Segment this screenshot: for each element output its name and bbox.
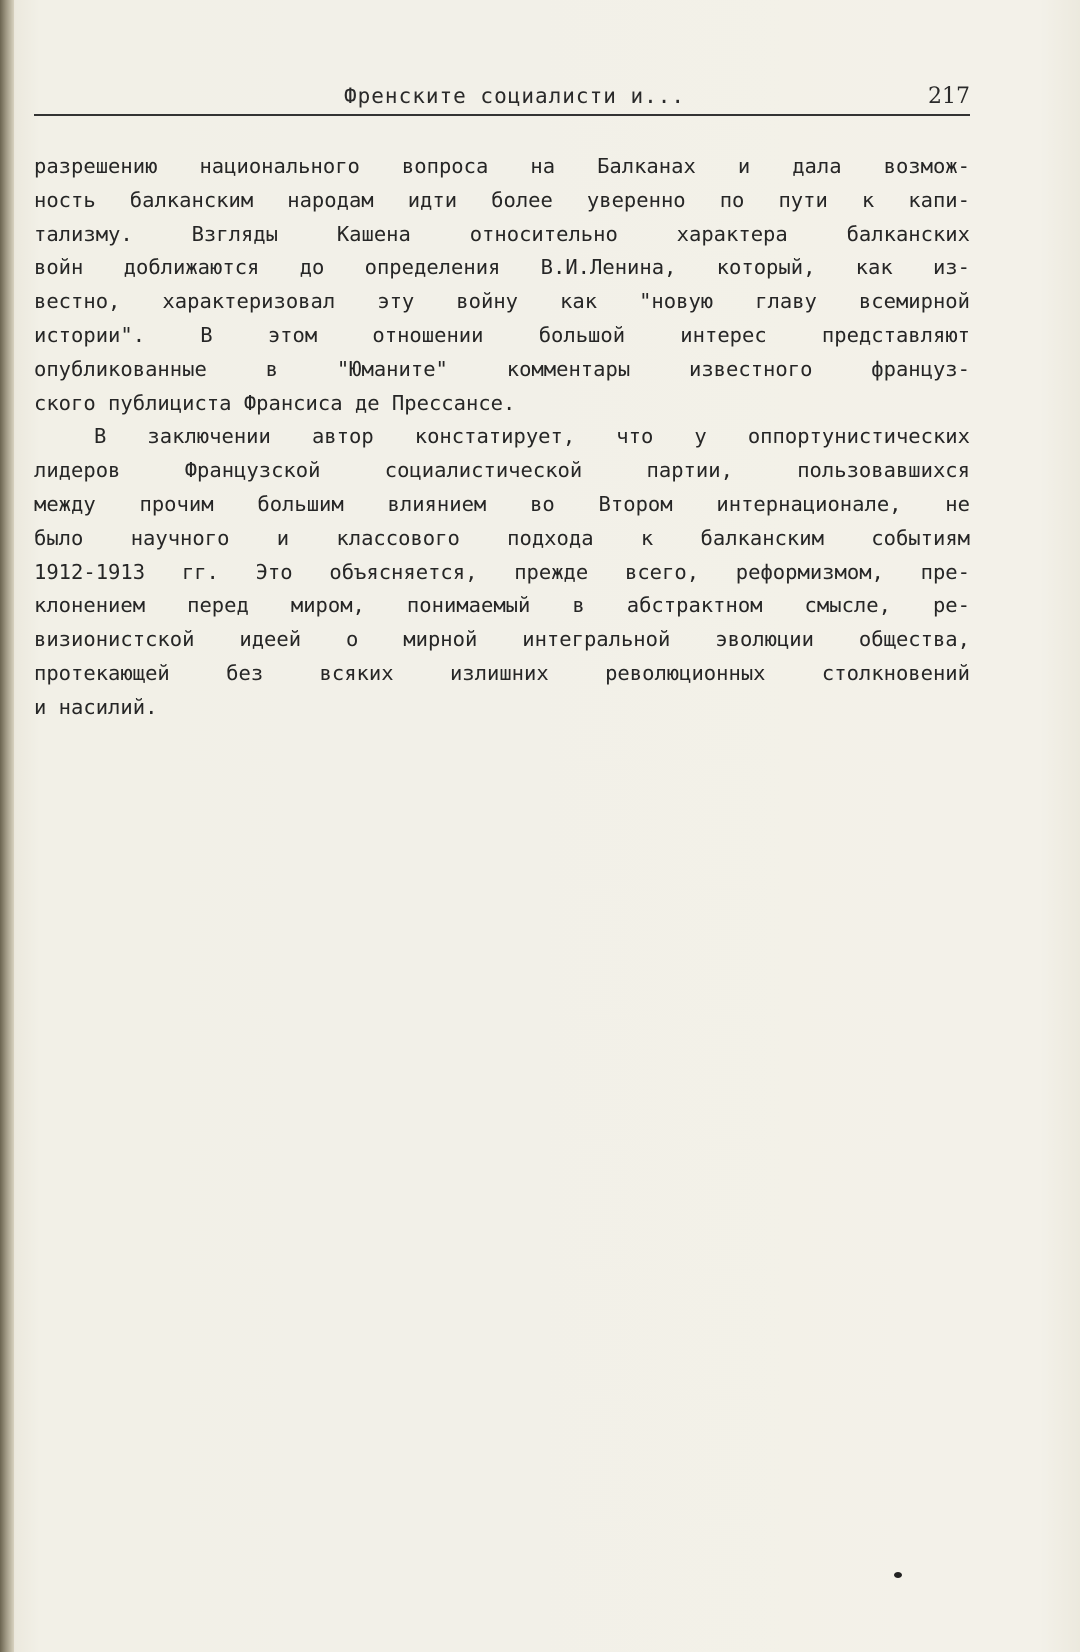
paragraph-2 [34, 420, 984, 724]
text-line: войн доближаются до определения В.И.Ленина, который, как из- [34, 255, 970, 280]
text-line: разрешению национального вопроса на Балканах и дала возмож- [34, 154, 970, 178]
text-line: истории". В этом отношении большой интерес представляют [34, 322, 970, 347]
page-number: 217 [928, 84, 970, 109]
text-line: В заключении автор констатирует, что у оппортунистических [94, 424, 970, 449]
text-line: вестно, характеризовал эту войну как "новую главу всемирной [34, 289, 970, 314]
text-line: и насилий. [34, 694, 158, 719]
text-line: протекающей без всяких излишних революционных столкновений [34, 660, 970, 685]
text-line: было научного и классового подхода к балканским событиям [34, 525, 970, 550]
text-line: ность балканским народам идти более уверенно по пути к капи- [34, 187, 970, 212]
page-binding-edge [0, 0, 14, 1652]
text-line: 1912-1913 гг. Это объясняется, прежде всего, реформизмом, пре- [34, 559, 970, 584]
body-text [34, 150, 984, 725]
paragraph-1 [34, 150, 984, 420]
text-line: тализму. Взгляды Кашена относительно характера балканских [34, 221, 970, 246]
text-line: визионистской идеей о мирной интегральной эволюции общества, [34, 627, 970, 652]
running-header [34, 84, 970, 116]
ink-speck [894, 1572, 902, 1578]
text-line: лидеров Французской социалистической партии, пользовавшихся [34, 458, 970, 483]
text-line: клонением перед миром, понимаемый в абстрактном смысле, ре- [34, 593, 970, 618]
text-line: опубликованные в "Юманите" комментары известного француз- [34, 356, 970, 381]
text-line: ского публициста Франсиса де Прессансе. [34, 390, 516, 415]
text-line: между прочим большим влиянием во Втором интернационале, не [34, 491, 970, 516]
running-title: Френските социалисти и... [344, 84, 686, 108]
